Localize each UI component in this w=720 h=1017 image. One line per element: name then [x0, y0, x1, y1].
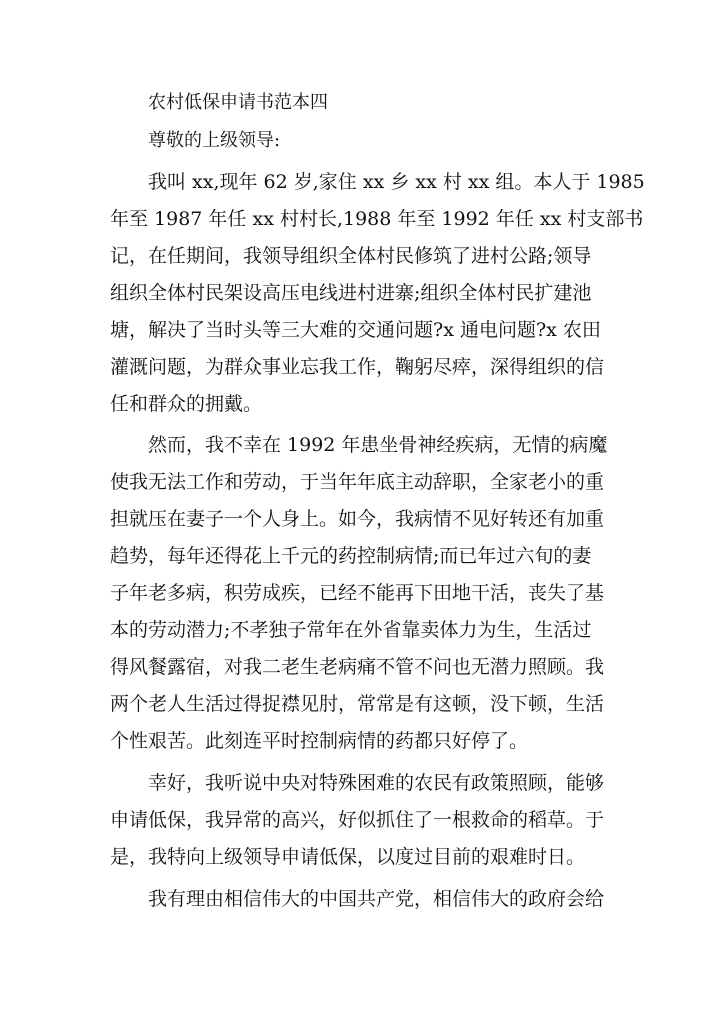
paragraph-1-line-4: 组织全体村民架设高压电线进村进寨;组织全体村民扩建池: [110, 282, 592, 304]
paragraph-2-line-8: 两个老人生活过得捉襟见肘，常常是有这顿，没下顿，生活: [110, 693, 605, 715]
paragraph-3-line-2: 申请低保，我异常的高兴，好似抓住了一根救命的稻草。于: [110, 809, 605, 831]
paragraph-2-line-9: 个性艰苦。此刻连平时控制病情的药都只好停了。: [110, 730, 529, 752]
paragraph-2-line-1: 然而，我不幸在 1992 年患坐骨神经疾病，无情的病魔: [148, 434, 608, 456]
document-title: 农村低保申请书范本四: [148, 92, 328, 113]
paragraph-2-line-7: 得风餐露宿，对我二老生老病痛不管不问也无潜力照顾。我: [110, 656, 605, 678]
paragraph-3-line-3: 是，我特向上级领导申请低保，以度过目前的艰难时日。: [110, 846, 586, 868]
paragraph-1-line-3: 记，在任期间，我领导组织全体村民修筑了进村公路;领导: [110, 245, 592, 267]
paragraph-2-line-6: 本的劳动潜力;不孝独子常年在外省靠卖体力为生，生活过: [110, 619, 592, 641]
paragraph-1-line-7: 任和群众的拥戴。: [110, 393, 263, 415]
paragraph-1-line-5: 塘，解决了当时头等三大难的交通问题?x 通电问题?x 农田: [110, 319, 601, 341]
paragraph-1-line-1: 我叫 xx,现年 62 岁,家住 xx 乡 xx 村 xx 组。本人于 1985: [148, 171, 645, 193]
paragraph-2-line-5: 子年老多病，积劳成疾，已经不能再下田地干活，丧失了基: [110, 582, 605, 604]
paragraph-2-line-2: 使我无法工作和劳动，于当年年底主动辞职，全家老小的重: [110, 471, 605, 493]
salutation: 尊敬的上级领导:: [148, 130, 281, 151]
paragraph-3-line-1: 幸好，我听说中央对特殊困难的农民有政策照顾，能够: [148, 772, 605, 794]
paragraph-4-line-1: 我有理由相信伟大的中国共产党，相信伟大的政府会给: [148, 888, 605, 910]
paragraph-2-line-4: 趋势，每年还得花上千元的药控制病情;而已年过六旬的妻: [110, 545, 592, 567]
paragraph-1-line-6: 灌溉问题，为群众事业忘我工作，鞠躬尽瘁，深得组织的信: [110, 356, 605, 378]
paragraph-1-line-2: 年至 1987 年任 xx 村村长,1988 年至 1992 年任 xx 村支部书: [110, 208, 644, 230]
paragraph-2-line-3: 担就压在妻子一个人身上。如今，我病情不见好转还有加重: [110, 508, 605, 530]
